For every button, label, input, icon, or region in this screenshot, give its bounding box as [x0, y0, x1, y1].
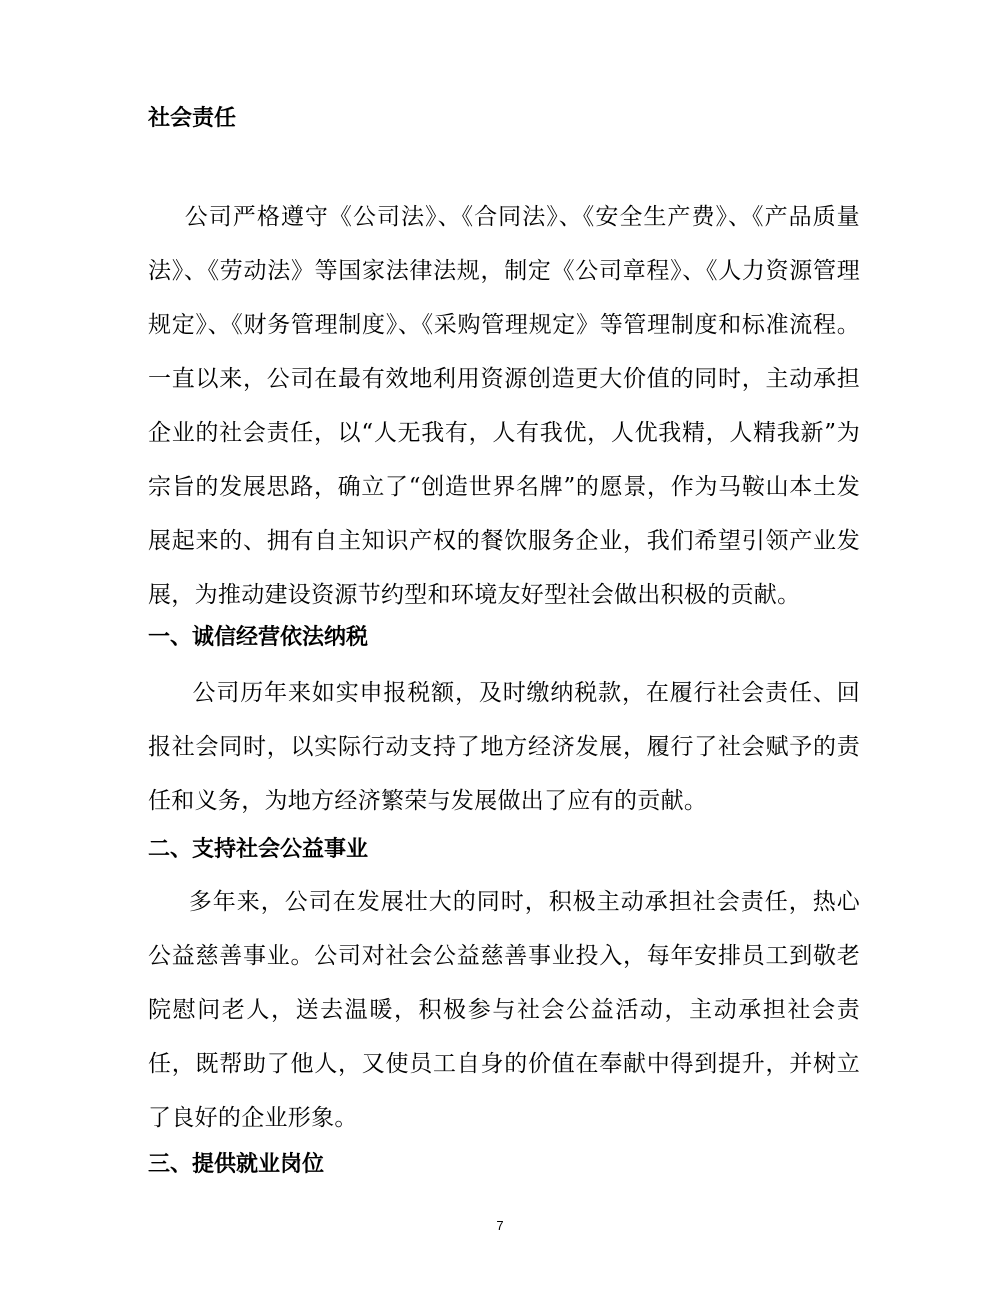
section-heading-1: 一、诚信经营依法纳税: [148, 625, 369, 650]
intro-text: 公司严格遵守《公司法》、《合同法》、《安全生产费》、《产品质量法》、《劳动法》等国家法律法规，制定《公司章程》、《人力资源管理规定》、《财务管理制度》、《采购管理规定》等管理制度和标准流程。一直以来，公司在最有效地利用资源创造更大价值的同时，主动承担企业的社会责任，以“人无我有，人有我优，人优我精，人精我新”为宗旨的发展思路，确立了“创造世界名牌”的愿景，作为马鞍山本土发展起来的、拥有自主知识产权的餐饮服务企业，我们希望引领产业发展，为推动建设资源节约型和环境友好型社会做出积极的贡献。: [148, 204, 860, 608]
section-body-2: [148, 875, 860, 1145]
section-heading-3: 三、提供就业岗位: [148, 1152, 325, 1177]
page-title: 社会责任: [148, 106, 237, 131]
section-heading-2: 二、支持社会公益事业: [148, 837, 369, 862]
page-number: 7: [496, 1218, 504, 1233]
section-body-1: [148, 666, 860, 828]
intro-paragraph: [148, 190, 860, 622]
section-body-1-text: 公司历年来如实申报税额，及时缴纳税款，在履行社会责任、回报社会同时，以实际行动支持了地方经济发展，履行了社会赋予的责任和义务，为地方经济繁荣与发展做出了应有的贡献。: [148, 680, 860, 814]
section-body-2-text: 多年来，公司在发展壮大的同时，积极主动承担社会责任，热心公益慈善事业。公司对社会公益慈善事业投入，每年安排员工到敬老院慰问老人，送去温暖，积极参与社会公益活动，主动承担社会责任，既帮助了他人，又使员工自身的价值在奉献中得到提升，并树立了良好的企业形象。: [148, 889, 860, 1131]
